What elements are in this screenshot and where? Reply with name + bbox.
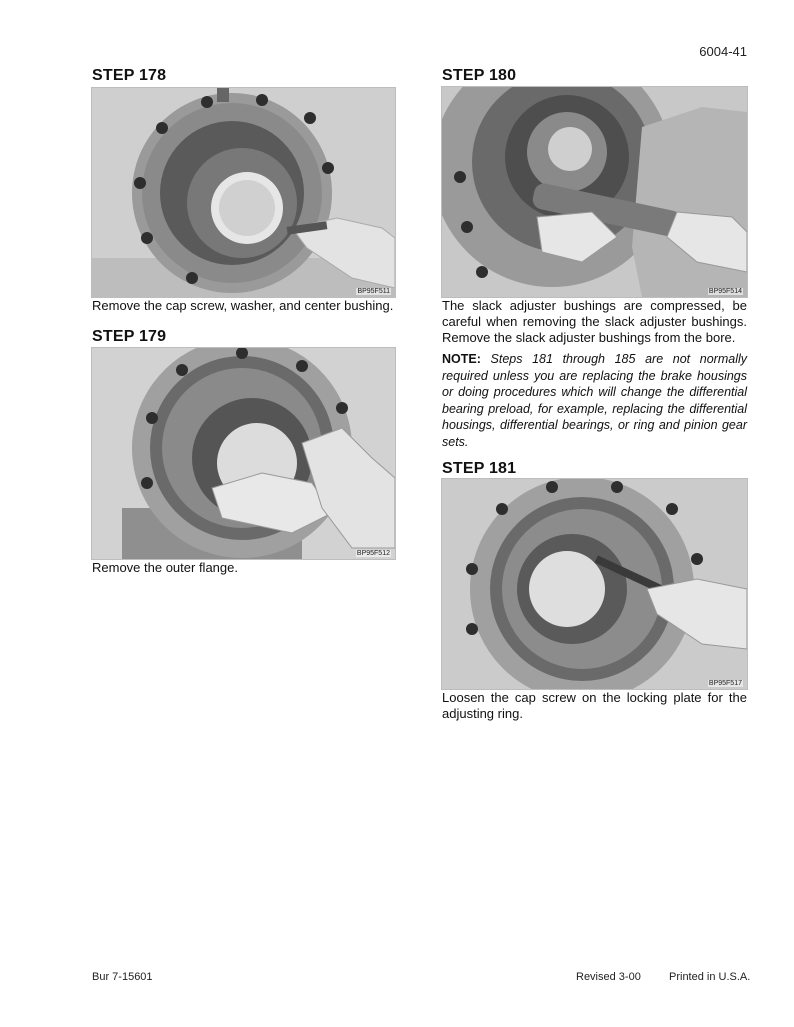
step-178-caption: Remove the cap screw, washer, and center bushing. — [92, 298, 394, 313]
locking-plate-illustration — [442, 479, 747, 689]
step-179-heading: STEP 179 — [92, 328, 167, 345]
step-180-photo — [441, 86, 748, 298]
slack-adjuster-illustration — [442, 87, 747, 297]
page-number: 6004-41 — [699, 44, 747, 59]
figure-code: BP95F512 — [356, 550, 390, 557]
footer-document-id: Bur 7-15601 — [92, 971, 153, 983]
note-label: NOTE: — [442, 352, 481, 366]
step-179-photo — [91, 347, 396, 560]
footer-printed: Printed in U.S.A. — [669, 971, 751, 983]
step-178-heading: STEP 178 — [92, 67, 167, 84]
step-181-caption: Loosen the cap screw on the locking plate for the adjusting ring. — [442, 690, 747, 721]
step-180-heading: STEP 180 — [442, 67, 517, 84]
note-block — [442, 351, 747, 450]
step-181-heading: STEP 181 — [442, 460, 517, 477]
note-text: Steps 181 through 185 are not normally required unless you are replacing the brake housings or doing procedures which will change the differential bearing preload, for example, replacing the differential housings, differential bearings, or ring and pinion gear sets. — [442, 352, 747, 449]
figure-code: BP95F517 — [708, 680, 742, 687]
outer-flange-illustration — [92, 348, 395, 559]
step-180-caption: The slack adjuster bushings are compressed, be careful when removing the slack adjuster bushings. Remove the slack adjuster bushings from the bore. — [442, 298, 747, 345]
figure-code: BP95F514 — [708, 288, 742, 295]
brake-housing-illustration — [92, 88, 395, 297]
step-179-caption: Remove the outer flange. — [92, 560, 238, 575]
figure-code: BP95F511 — [357, 288, 390, 295]
step-178-photo — [91, 87, 396, 298]
footer-revised: Revised 3-00 — [576, 971, 641, 983]
step-181-photo — [441, 478, 748, 690]
